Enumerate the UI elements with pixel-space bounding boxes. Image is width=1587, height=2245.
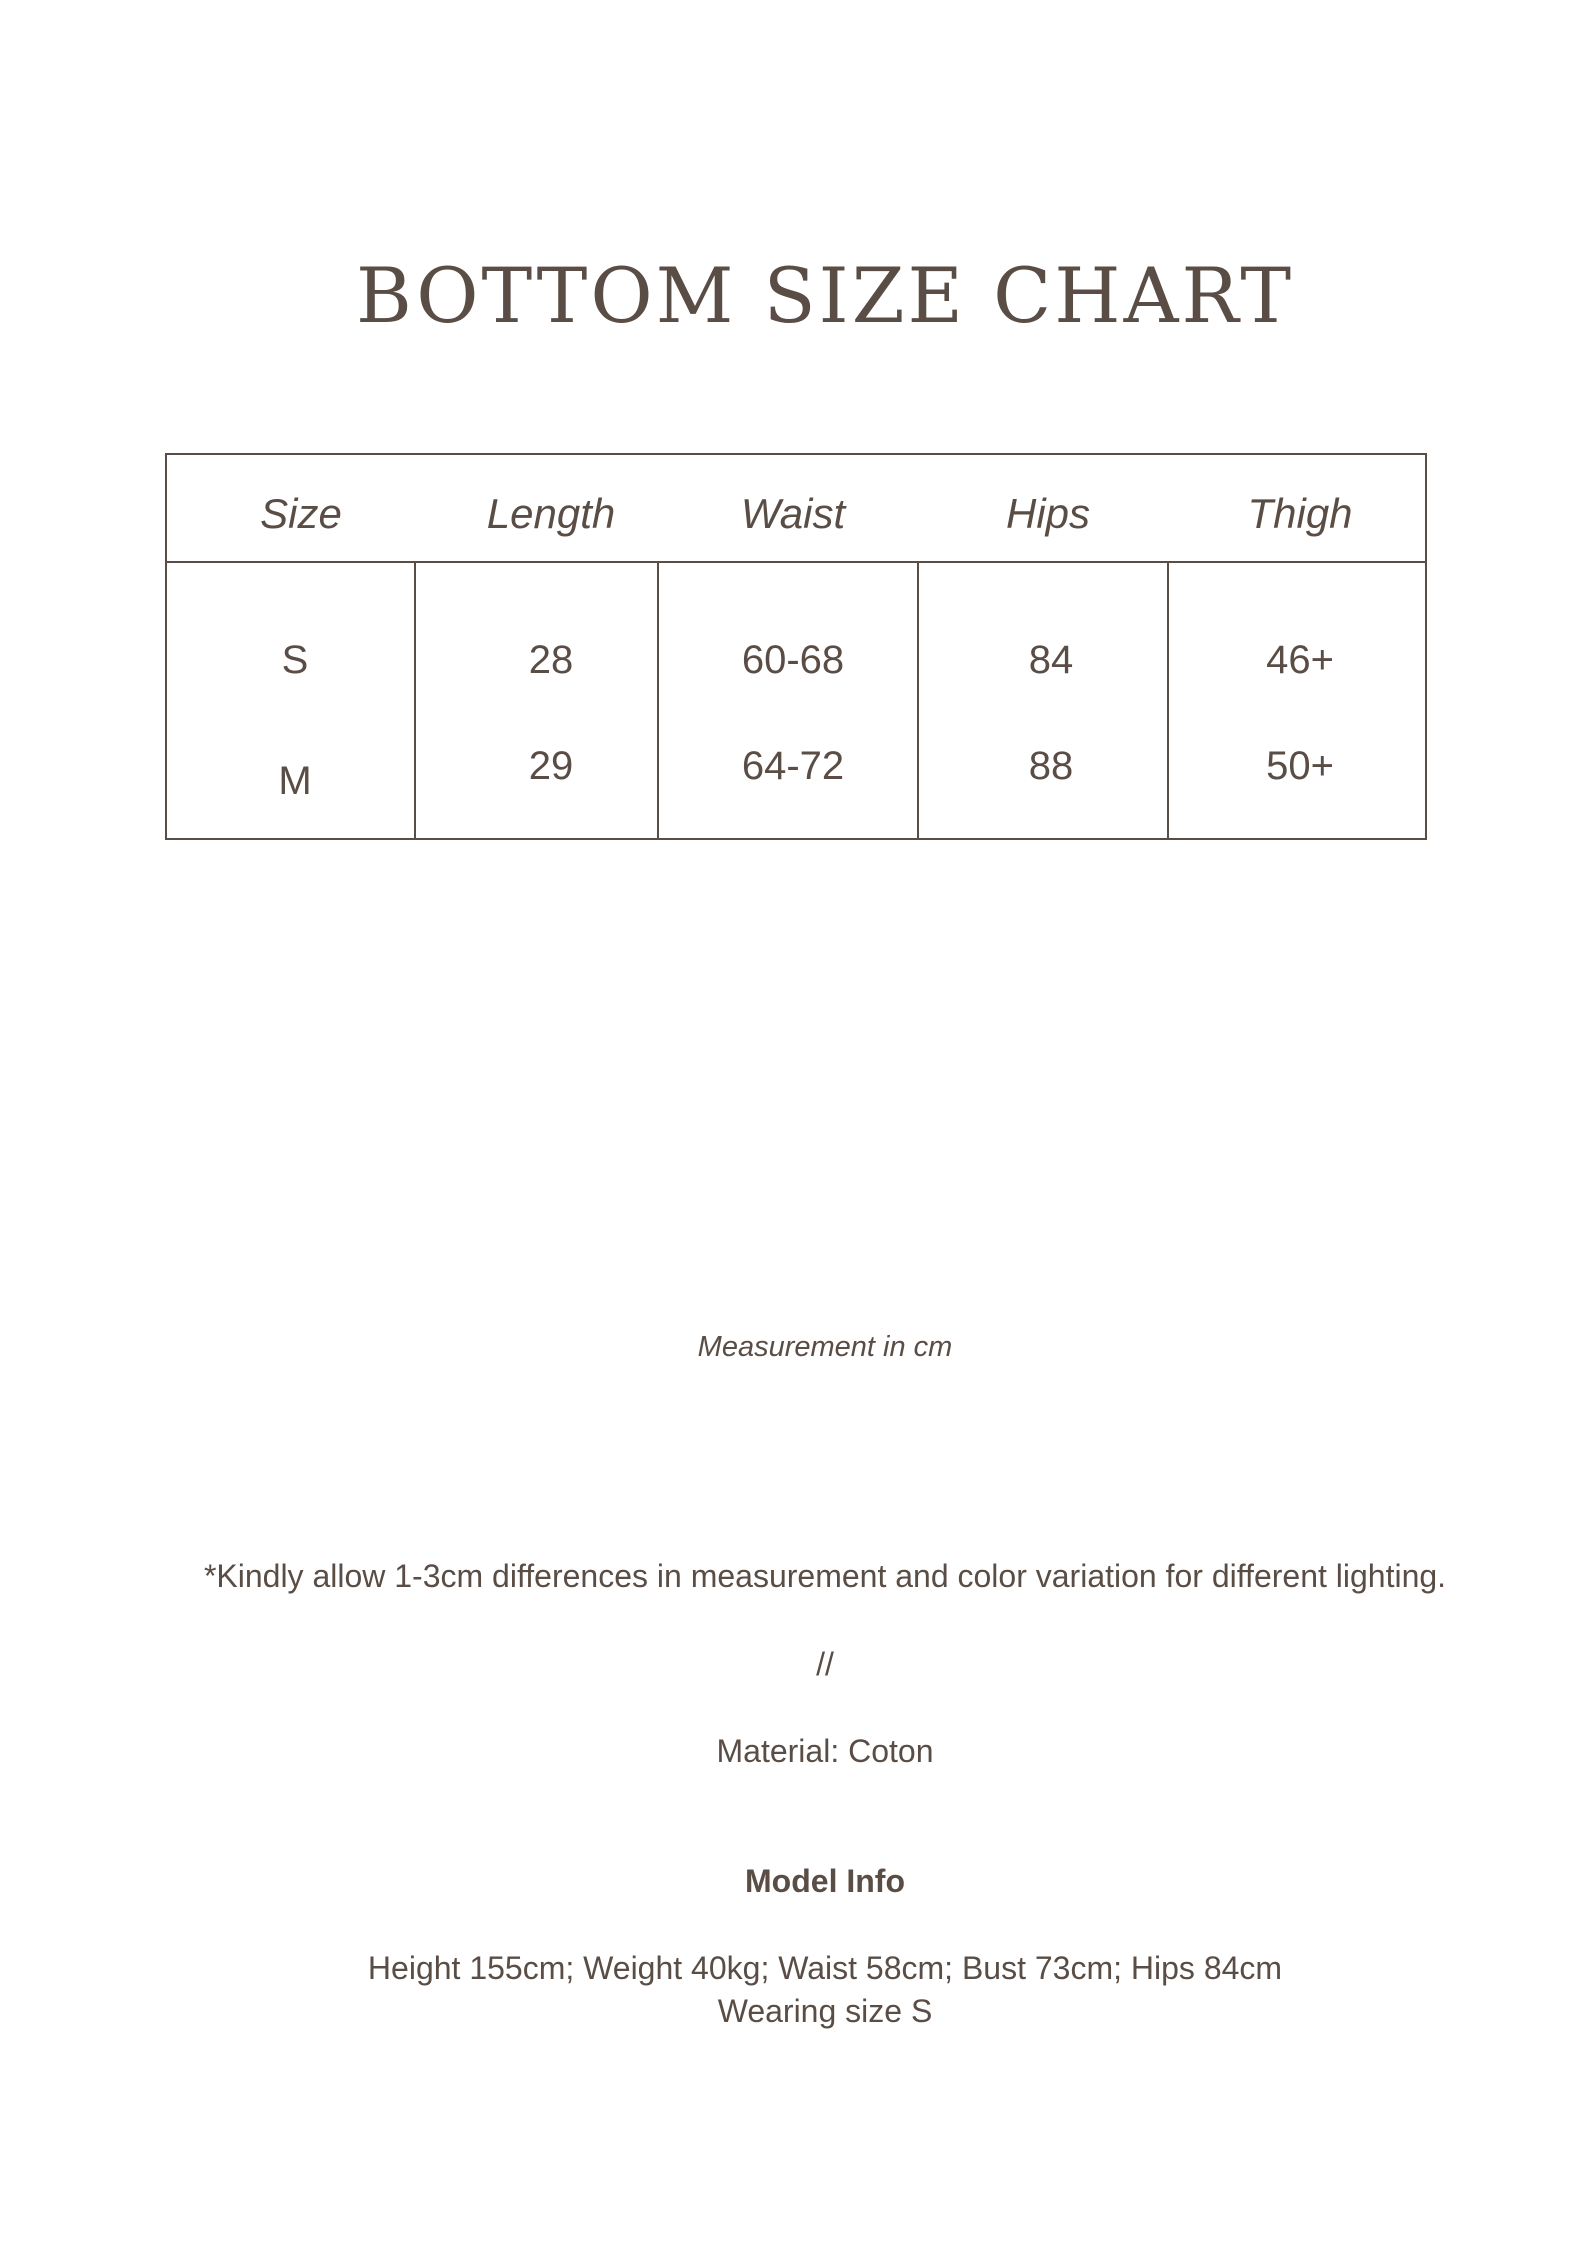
model-info-heading: Model Info: [745, 1863, 905, 1899]
separator: //: [816, 1646, 834, 1682]
disclaimer-text: *Kindly allow 1-3cm differences in measurement and color variation for different lighting.: [203, 1558, 1447, 1594]
header-length: Length: [486, 490, 616, 537]
cell-size: S: [281, 638, 309, 682]
cell-thigh: 46+: [1266, 638, 1334, 682]
cell-waist: 60-68: [741, 638, 845, 682]
header-size: Size: [260, 490, 342, 537]
cell-waist: 64-72: [741, 744, 845, 788]
model-wearing-size: Wearing size S: [717, 1993, 933, 2029]
cell-length: 28: [528, 638, 574, 682]
page-title: BOTTOM SIZE CHART: [355, 251, 1295, 340]
column-divider: [414, 561, 416, 838]
header-hips: Hips: [1005, 490, 1091, 537]
header-divider: [167, 561, 1425, 563]
unit-note: Measurement in cm: [697, 1331, 953, 1363]
cell-thigh: 50+: [1266, 744, 1334, 788]
cell-hips: 84: [1028, 638, 1074, 682]
column-divider: [657, 561, 659, 838]
cell-length: 29: [528, 744, 574, 788]
material-text: Material: Coton: [716, 1733, 934, 1769]
model-stats: Height 155cm; Weight 40kg; Waist 58cm; Bust 73cm; Hips 84cm: [367, 1950, 1283, 1986]
column-divider: [1167, 561, 1169, 838]
cell-hips: 88: [1028, 744, 1074, 788]
header-thigh: Thigh: [1247, 490, 1353, 537]
header-waist: Waist: [740, 490, 846, 537]
cell-size: M: [278, 759, 312, 803]
column-divider: [917, 561, 919, 838]
size-chart-table: [165, 453, 1427, 840]
